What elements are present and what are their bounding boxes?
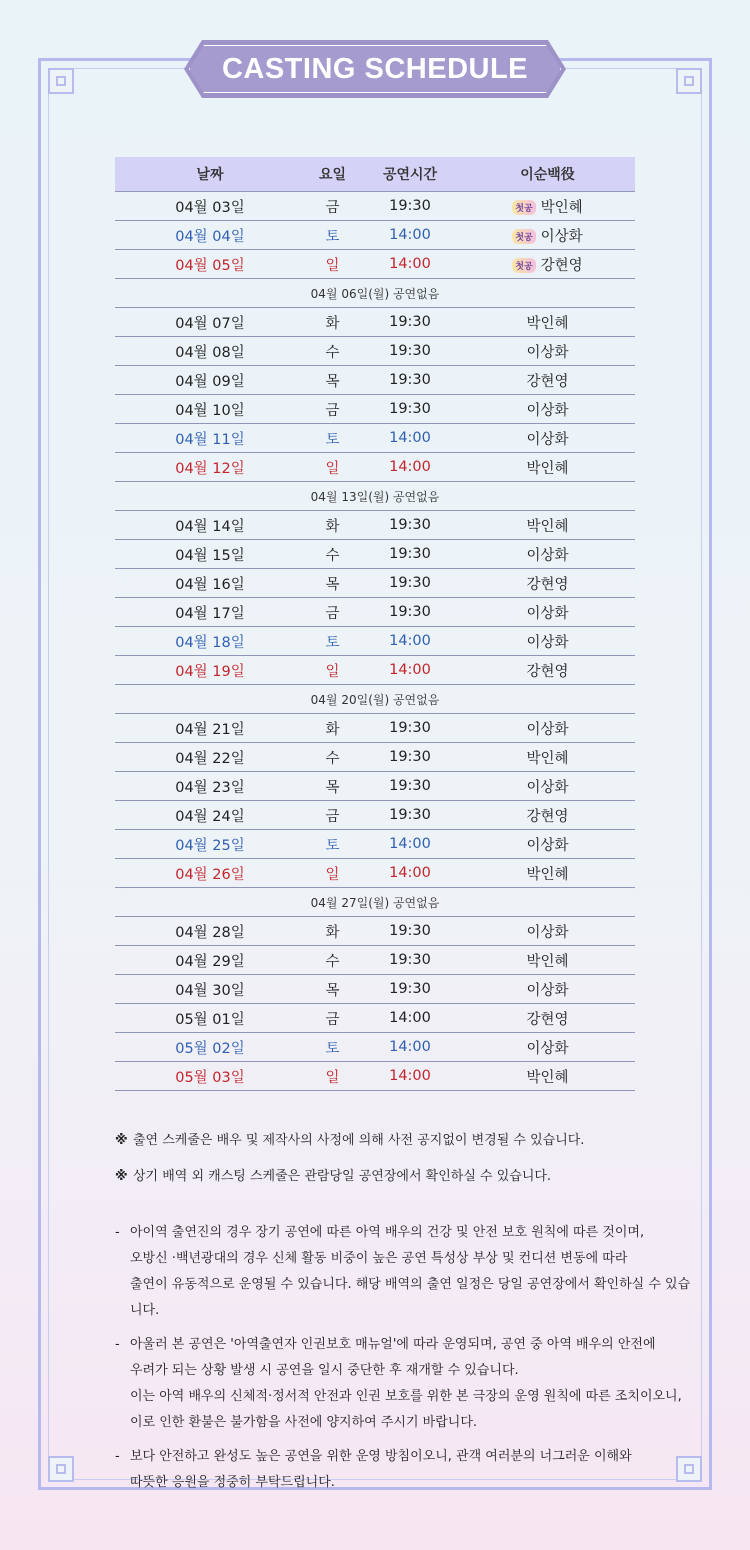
day-cell: 목 <box>305 772 360 801</box>
date-cell: 04월 23일 <box>115 772 305 801</box>
date-cell: 04월 11일 <box>115 424 305 453</box>
no-show-text: 04월 06일(월) 공연없음 <box>115 279 635 308</box>
date-cell: 04월 14일 <box>115 511 305 540</box>
date-cell: 04월 21일 <box>115 714 305 743</box>
cast-name: 이상화 <box>526 605 569 622</box>
note-dash: - <box>115 1225 120 1240</box>
day-cell: 수 <box>305 946 360 975</box>
table-row <box>115 308 635 337</box>
day-cell: 일 <box>305 656 360 685</box>
cast-cell <box>460 656 635 685</box>
cast-cell <box>460 946 635 975</box>
table-row <box>115 569 635 598</box>
time-cell: 14:00 <box>360 250 460 279</box>
note-dash: - <box>115 1449 120 1464</box>
header-time: 공연시간 <box>360 157 460 192</box>
table-row <box>115 714 635 743</box>
date-cell: 04월 05일 <box>115 250 305 279</box>
cast-cell <box>460 221 635 250</box>
date-cell: 04월 17일 <box>115 598 305 627</box>
date-cell: 05월 02일 <box>115 1033 305 1062</box>
cast-name: 이상화 <box>526 924 569 941</box>
day-cell: 수 <box>305 540 360 569</box>
table-row <box>115 801 635 830</box>
time-cell: 14:00 <box>360 1004 460 1033</box>
day-cell: 토 <box>305 1033 360 1062</box>
cast-cell <box>460 627 635 656</box>
day-cell: 화 <box>305 308 360 337</box>
table-row <box>115 1004 635 1033</box>
note-paragraph <box>115 1444 695 1496</box>
table-row <box>115 1062 635 1091</box>
header-day: 요일 <box>305 157 360 192</box>
note-line: 출연이 유동적으로 운영될 수 있습니다. 해당 배역의 출연 일정은 당일 공연장에서 확인하실 수 있습니다. <box>130 1277 691 1318</box>
cast-cell <box>460 1062 635 1091</box>
time-cell: 14:00 <box>360 453 460 482</box>
corner-ornament-icon <box>48 68 74 94</box>
date-cell: 04월 12일 <box>115 453 305 482</box>
time-cell: 19:30 <box>360 946 460 975</box>
time-cell: 19:30 <box>360 511 460 540</box>
table-row <box>115 859 635 888</box>
note-line: 보다 안전하고 완성도 높은 공연을 위한 운영 방침이오니, 관객 여러분의 너그러운 이해와 <box>130 1449 632 1464</box>
day-cell: 금 <box>305 801 360 830</box>
table-row <box>115 453 635 482</box>
cast-cell <box>460 395 635 424</box>
time-cell: 14:00 <box>360 1033 460 1062</box>
no-show-text: 04월 13일(월) 공연없음 <box>115 482 635 511</box>
day-cell: 목 <box>305 975 360 1004</box>
cast-cell <box>460 366 635 395</box>
note-dash: - <box>115 1337 120 1352</box>
notice-text: 상기 배역 외 캐스팅 스케줄은 관람당일 공연장에서 확인하실 수 있습니다. <box>133 1169 552 1184</box>
cast-cell <box>460 192 635 221</box>
date-cell: 05월 01일 <box>115 1004 305 1033</box>
notice-item <box>115 1132 695 1162</box>
table-row <box>115 250 635 279</box>
corner-ornament-icon <box>676 68 702 94</box>
time-cell: 19:30 <box>360 801 460 830</box>
cast-name: 강현영 <box>526 808 569 825</box>
header-date: 날짜 <box>115 157 305 192</box>
day-cell: 일 <box>305 1062 360 1091</box>
date-cell: 04월 15일 <box>115 540 305 569</box>
date-cell: 04월 28일 <box>115 917 305 946</box>
time-cell: 19:30 <box>360 540 460 569</box>
cast-cell <box>460 1004 635 1033</box>
time-cell: 19:30 <box>360 366 460 395</box>
notice-mark: ※ <box>115 1133 128 1148</box>
note-line: 아이역 출연진의 경우 장기 공연에 따른 아역 배우의 건강 및 안전 보호 원칙에 따른 것이며, <box>130 1225 645 1240</box>
date-cell: 04월 08일 <box>115 337 305 366</box>
day-cell: 화 <box>305 511 360 540</box>
time-cell: 19:30 <box>360 395 460 424</box>
table-row <box>115 511 635 540</box>
day-cell: 토 <box>305 627 360 656</box>
table-row <box>115 656 635 685</box>
day-cell: 목 <box>305 366 360 395</box>
day-cell: 화 <box>305 714 360 743</box>
table-row <box>115 598 635 627</box>
cast-name: 이상화 <box>526 982 569 999</box>
notes-section <box>115 1132 695 1496</box>
notice-item <box>115 1168 695 1198</box>
cast-cell <box>460 859 635 888</box>
cast-name: 박인혜 <box>526 866 569 883</box>
date-cell: 04월 30일 <box>115 975 305 1004</box>
day-cell: 일 <box>305 859 360 888</box>
cast-name: 박인혜 <box>526 1069 569 1086</box>
date-cell: 04월 03일 <box>115 192 305 221</box>
cast-name: 이상화 <box>526 344 569 361</box>
notice-mark: ※ <box>115 1169 128 1184</box>
cast-cell <box>460 424 635 453</box>
cast-name: 박인혜 <box>526 750 569 767</box>
cast-name: 강현영 <box>540 257 583 274</box>
first-show-badge: 첫공 <box>512 229 535 244</box>
time-cell: 19:30 <box>360 598 460 627</box>
table-row <box>115 772 635 801</box>
note-line: 이는 아역 배우의 신체적·정서적 안전과 인권 보호를 위한 본 극장의 운영 원칙에 따른 조치이오니, <box>130 1389 682 1404</box>
table-row <box>115 395 635 424</box>
cast-cell <box>460 337 635 366</box>
table-row <box>115 540 635 569</box>
time-cell: 19:30 <box>360 917 460 946</box>
corner-ornament-icon <box>48 1456 74 1482</box>
date-cell: 04월 10일 <box>115 395 305 424</box>
no-show-row <box>115 685 635 714</box>
time-cell: 19:30 <box>360 714 460 743</box>
table-row <box>115 337 635 366</box>
date-cell: 04월 22일 <box>115 743 305 772</box>
note-line: 우려가 되는 상황 발생 시 공연을 일시 중단한 후 재개할 수 있습니다. <box>130 1363 519 1378</box>
cast-name: 박인혜 <box>526 315 569 332</box>
header-cast: 이순백役 <box>460 157 635 192</box>
no-show-row <box>115 279 635 308</box>
date-cell: 04월 29일 <box>115 946 305 975</box>
time-cell: 19:30 <box>360 743 460 772</box>
cast-cell <box>460 830 635 859</box>
cast-name: 박인혜 <box>540 199 583 216</box>
cast-cell <box>460 975 635 1004</box>
first-show-badge: 첫공 <box>512 200 535 215</box>
time-cell: 14:00 <box>360 1062 460 1091</box>
cast-name: 이상화 <box>526 837 569 854</box>
day-cell: 금 <box>305 1004 360 1033</box>
time-cell: 19:30 <box>360 192 460 221</box>
cast-cell <box>460 743 635 772</box>
table-row <box>115 627 635 656</box>
table-row <box>115 743 635 772</box>
time-cell: 14:00 <box>360 830 460 859</box>
date-cell: 04월 04일 <box>115 221 305 250</box>
note-paragraph <box>115 1332 695 1436</box>
day-cell: 금 <box>305 598 360 627</box>
cast-name: 이상화 <box>526 1040 569 1057</box>
note-line: 아울러 본 공연은 '아역출연자 인권보호 매뉴얼'에 따라 운영되며, 공연 중 아역 배우의 안전에 <box>130 1337 656 1352</box>
table-row <box>115 830 635 859</box>
time-cell: 19:30 <box>360 308 460 337</box>
date-cell: 04월 07일 <box>115 308 305 337</box>
time-cell: 14:00 <box>360 221 460 250</box>
day-cell: 토 <box>305 424 360 453</box>
date-cell: 04월 16일 <box>115 569 305 598</box>
day-cell: 토 <box>305 221 360 250</box>
cast-name: 박인혜 <box>526 518 569 535</box>
day-cell: 목 <box>305 569 360 598</box>
date-cell: 04월 19일 <box>115 656 305 685</box>
cast-cell <box>460 569 635 598</box>
time-cell: 19:30 <box>360 975 460 1004</box>
note-line: 따뜻한 응원을 정중히 부탁드립니다. <box>130 1475 335 1490</box>
table-row <box>115 192 635 221</box>
day-cell: 토 <box>305 830 360 859</box>
table-row <box>115 917 635 946</box>
cast-cell <box>460 772 635 801</box>
date-cell: 04월 09일 <box>115 366 305 395</box>
date-cell: 05월 03일 <box>115 1062 305 1091</box>
date-cell: 04월 18일 <box>115 627 305 656</box>
cast-cell <box>460 540 635 569</box>
date-cell: 04월 25일 <box>115 830 305 859</box>
cast-name: 박인혜 <box>526 460 569 477</box>
cast-name: 이상화 <box>526 721 569 738</box>
page-title: CASTING SCHEDULE <box>221 52 529 85</box>
cast-name: 이상화 <box>526 402 569 419</box>
cast-name: 이상화 <box>526 431 569 448</box>
time-cell: 19:30 <box>360 772 460 801</box>
no-show-text: 04월 20일(월) 공연없음 <box>115 685 635 714</box>
time-cell: 14:00 <box>360 424 460 453</box>
table-row <box>115 424 635 453</box>
note-line: 이로 인한 환불은 불가함을 사전에 양지하여 주시기 바랍니다. <box>130 1415 478 1430</box>
table-row <box>115 366 635 395</box>
table-header-row <box>115 157 635 192</box>
note-paragraph <box>115 1220 695 1324</box>
day-cell: 수 <box>305 337 360 366</box>
cast-name: 강현영 <box>526 1011 569 1028</box>
cast-name: 이상화 <box>526 779 569 796</box>
cast-cell <box>460 308 635 337</box>
cast-cell <box>460 511 635 540</box>
cast-cell <box>460 801 635 830</box>
time-cell: 14:00 <box>360 859 460 888</box>
no-show-row <box>115 888 635 917</box>
time-cell: 19:30 <box>360 569 460 598</box>
cast-cell <box>460 917 635 946</box>
cast-name: 강현영 <box>526 663 569 680</box>
first-show-badge: 첫공 <box>512 258 535 273</box>
date-cell: 04월 26일 <box>115 859 305 888</box>
time-cell: 19:30 <box>360 337 460 366</box>
cast-name: 이상화 <box>526 547 569 564</box>
cast-name: 박인혜 <box>526 953 569 970</box>
cast-cell <box>460 1033 635 1062</box>
table-row <box>115 975 635 1004</box>
notice-text: 출연 스케줄은 배우 및 제작사의 사정에 의해 사전 공지없이 변경될 수 있습니다. <box>133 1133 585 1148</box>
cast-name: 이상화 <box>540 228 583 245</box>
day-cell: 일 <box>305 453 360 482</box>
cast-name: 강현영 <box>526 576 569 593</box>
cast-cell <box>460 598 635 627</box>
table-row <box>115 1033 635 1062</box>
note-line: 오방신 ·백년광대의 경우 신체 활동 비중이 높은 공연 특성상 부상 및 컨디션 변동에 따라 <box>130 1251 628 1266</box>
date-cell: 04월 24일 <box>115 801 305 830</box>
schedule-table <box>115 157 635 1091</box>
no-show-text: 04월 27일(월) 공연없음 <box>115 888 635 917</box>
no-show-row <box>115 482 635 511</box>
day-cell: 금 <box>305 192 360 221</box>
cast-name: 강현영 <box>526 373 569 390</box>
day-cell: 일 <box>305 250 360 279</box>
day-cell: 화 <box>305 917 360 946</box>
day-cell: 금 <box>305 395 360 424</box>
table-row <box>115 946 635 975</box>
time-cell: 14:00 <box>360 656 460 685</box>
cast-cell <box>460 453 635 482</box>
title-badge <box>184 40 566 98</box>
time-cell: 14:00 <box>360 627 460 656</box>
day-cell: 수 <box>305 743 360 772</box>
cast-cell <box>460 250 635 279</box>
table-row <box>115 221 635 250</box>
cast-name: 이상화 <box>526 634 569 651</box>
cast-cell <box>460 714 635 743</box>
